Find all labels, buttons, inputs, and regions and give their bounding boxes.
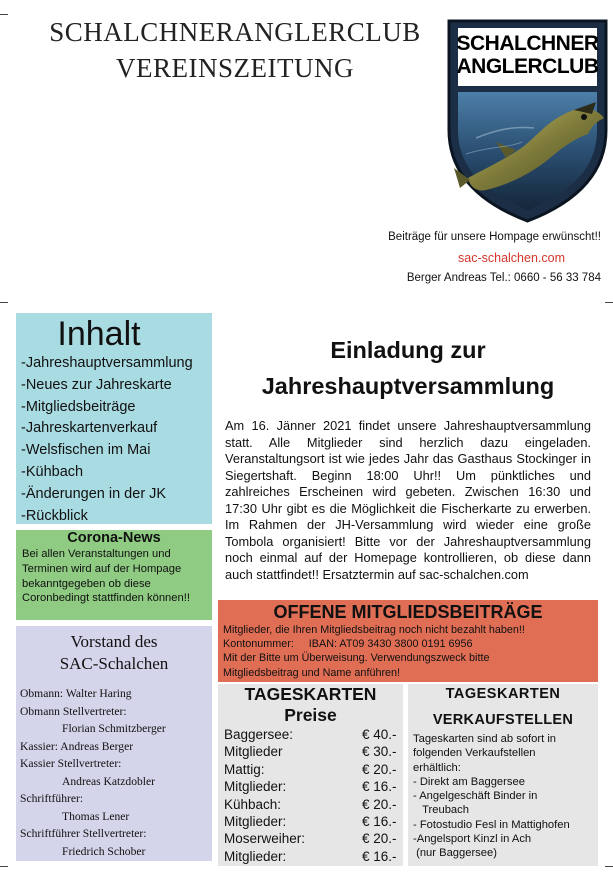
- price-row: [218, 796, 403, 813]
- table-of-contents: [16, 313, 212, 524]
- board-entry: Friedrich Schober: [62, 844, 146, 858]
- article-body: Am 16. Jänner 2021 findet unsere Jahreshauptversammlung statt. Alle Mitglieder sind herzlich dazu eingeladen. Veranstaltungsort ist wie jedes Jahr das Gasthaus Stockinger in Siegertshaft. Beginn 18:00 Uhr!! Um pünktliches und zahlreiches Erscheinen wird gebeten. Zwischen 16:30 und 17:30 Uhr gibt es die Möglichkeit die Fischerkarte zu erwerben. Im Rahmen der JH-Versammlung wird wieder eine große Tombola organisiert! Bitte vor der Jahreshauptversammlung noch einmal auf der Homepage kontrollieren, ob diese dann auch stattfindet!! Ersatztermin auf sac-schalchen.com: [225, 418, 591, 582]
- sales-line: (nur Baggersee): [413, 847, 497, 860]
- price-value: € 40.-: [362, 727, 397, 742]
- corona-text: Bei allen Veranstaltungen und Terminen wird auf der Hompage bekanntgegeben ob diese Coronbedingt stattfinden können!!: [22, 548, 190, 605]
- board-entry: Kassier: Andreas Berger: [20, 739, 134, 753]
- price-row: [218, 743, 403, 760]
- crop-mark: [0, 866, 8, 867]
- toc-item: -Welsfischen im Mai: [21, 442, 151, 459]
- contact-person: Berger Andreas Tel.: 0660 - 56 33 784: [406, 272, 601, 284]
- price-label: Kühbach:: [224, 796, 282, 812]
- crop-mark: [0, 302, 8, 303]
- board-entry: Obmann: Walter Haring: [20, 687, 132, 700]
- sales-line: Tageskarten sind ab sofort in: [413, 733, 557, 745]
- price-label: Mattig:: [224, 761, 265, 777]
- newspaper-title: SCHALCHNERANGLERCLUB: [49, 17, 421, 47]
- board-entry: Andreas Katzdobler: [62, 774, 156, 788]
- board-entry: Schriftführer:: [20, 792, 84, 805]
- price-label: Baggersee:: [224, 727, 294, 742]
- club-logo: [446, 18, 609, 224]
- sales-heading: TAGESKARTEN: [445, 686, 561, 702]
- toc-item: -Mitgliedsbeiträge: [21, 398, 136, 415]
- newspaper-subtitle: VEREINSZEITUNG: [116, 53, 354, 83]
- sales-line: - Direkt am Baggersee: [413, 775, 525, 788]
- logo-text-line1: SCHALCHNER: [456, 32, 599, 55]
- board-heading-line1: Vorstand des: [70, 632, 158, 651]
- contributions-note: Beiträge für unsere Hompage erwünscht!!: [388, 231, 601, 243]
- day-ticket-prices-box: [218, 684, 403, 866]
- price-label: Mitglieder:: [224, 848, 287, 864]
- sales-line: - Fotostudio Fesl in Mattighofen: [413, 818, 570, 831]
- toc-item: -Änderungen in der JK: [21, 485, 167, 502]
- toc-item: -Neues zur Jahreskarte: [21, 376, 172, 393]
- price-row: [218, 830, 403, 847]
- board-heading-line2: SAC-Schalchen: [59, 654, 169, 673]
- price-value: € 16.-: [362, 848, 397, 864]
- price-value: € 20.-: [362, 761, 397, 777]
- price-row: [218, 778, 403, 795]
- corona-news-box: [16, 530, 212, 620]
- crop-mark: [605, 302, 613, 303]
- article-title-line2: Jahreshauptversammlung: [261, 373, 555, 399]
- sales-subheading: VERKAUFSTELLEN: [432, 712, 574, 728]
- price-value: € 20.-: [362, 831, 397, 847]
- prices-subheading: Preise: [284, 705, 337, 725]
- price-value: € 16.-: [362, 779, 397, 795]
- price-label: Moserweiher:: [224, 831, 306, 847]
- open-fees-box: [218, 600, 598, 682]
- open-fees-line: Mitgliedsbeitrag und Name anführen!: [223, 666, 401, 679]
- price-value: € 30.-: [362, 744, 397, 760]
- open-fees-heading: OFFENE MITGLIEDSBEITRÄGE: [273, 602, 543, 622]
- prices-heading: TAGESKARTEN: [244, 684, 377, 704]
- price-label: Mitglieder:: [224, 814, 287, 830]
- toc-list: [16, 353, 212, 527]
- board-entry: Schriftführer Stellvertreter:: [20, 827, 147, 840]
- toc-item: -Jahreshauptversammlung: [21, 355, 193, 371]
- price-row: [218, 848, 403, 865]
- sales-line: erhältlich:: [413, 761, 461, 774]
- sales-list: [408, 732, 598, 861]
- sales-line: Treubach: [413, 804, 469, 817]
- sales-line: -Angelsport Kinzl in Ach: [413, 833, 532, 846]
- toc-heading: Inhalt: [57, 315, 141, 353]
- toc-item: -Kühbach: [21, 463, 84, 480]
- sales-line: - Angelgeschäft Binder in: [413, 790, 538, 803]
- board-entry: Obmann Stellvertreter:: [20, 704, 127, 718]
- price-value: € 16.-: [362, 814, 397, 830]
- logo-text-line2: ANGLERCLUB: [456, 55, 599, 78]
- board-list: [16, 685, 212, 860]
- open-fees-line: Mitglieder, die Ihren Mitgliedsbeitrag noch nicht bezahlt haben!!: [223, 624, 525, 636]
- price-list: [218, 726, 403, 865]
- crop-mark: [605, 866, 613, 867]
- open-fees-line: Mit der Bitte um Überweisung. Verwendungszweck bitte: [223, 652, 490, 665]
- board-entry: Kassier Stellvertreter:: [20, 757, 122, 770]
- price-value: € 20.-: [362, 796, 397, 812]
- board-entry: Florian Schmitzberger: [62, 722, 166, 735]
- article-title: [218, 332, 598, 404]
- price-row: [218, 726, 403, 743]
- price-row: [218, 813, 403, 830]
- price-label: Mitglieder: [224, 744, 283, 760]
- sales-line: folgenden Verkaufstellen: [413, 747, 536, 760]
- article-title-line1: Einladung zur: [330, 337, 486, 363]
- crop-mark: [0, 14, 8, 15]
- price-label: Mitglieder:: [224, 779, 287, 795]
- sales-points-box: [408, 684, 598, 866]
- toc-item: -Rückblick: [21, 507, 88, 524]
- price-row: [218, 761, 403, 778]
- open-fees-text: [218, 623, 598, 680]
- toc-item: -Jahreskartenverkauf: [21, 420, 158, 437]
- iban-line: Kontonummer: IBAN: AT09 3430 3800 0191 6956: [223, 638, 473, 651]
- board-entry: Thomas Lener: [62, 809, 130, 823]
- website-link[interactable]: sac-schalchen.com: [458, 251, 565, 265]
- corona-heading: Corona-News: [67, 530, 161, 546]
- board-box: [16, 626, 212, 861]
